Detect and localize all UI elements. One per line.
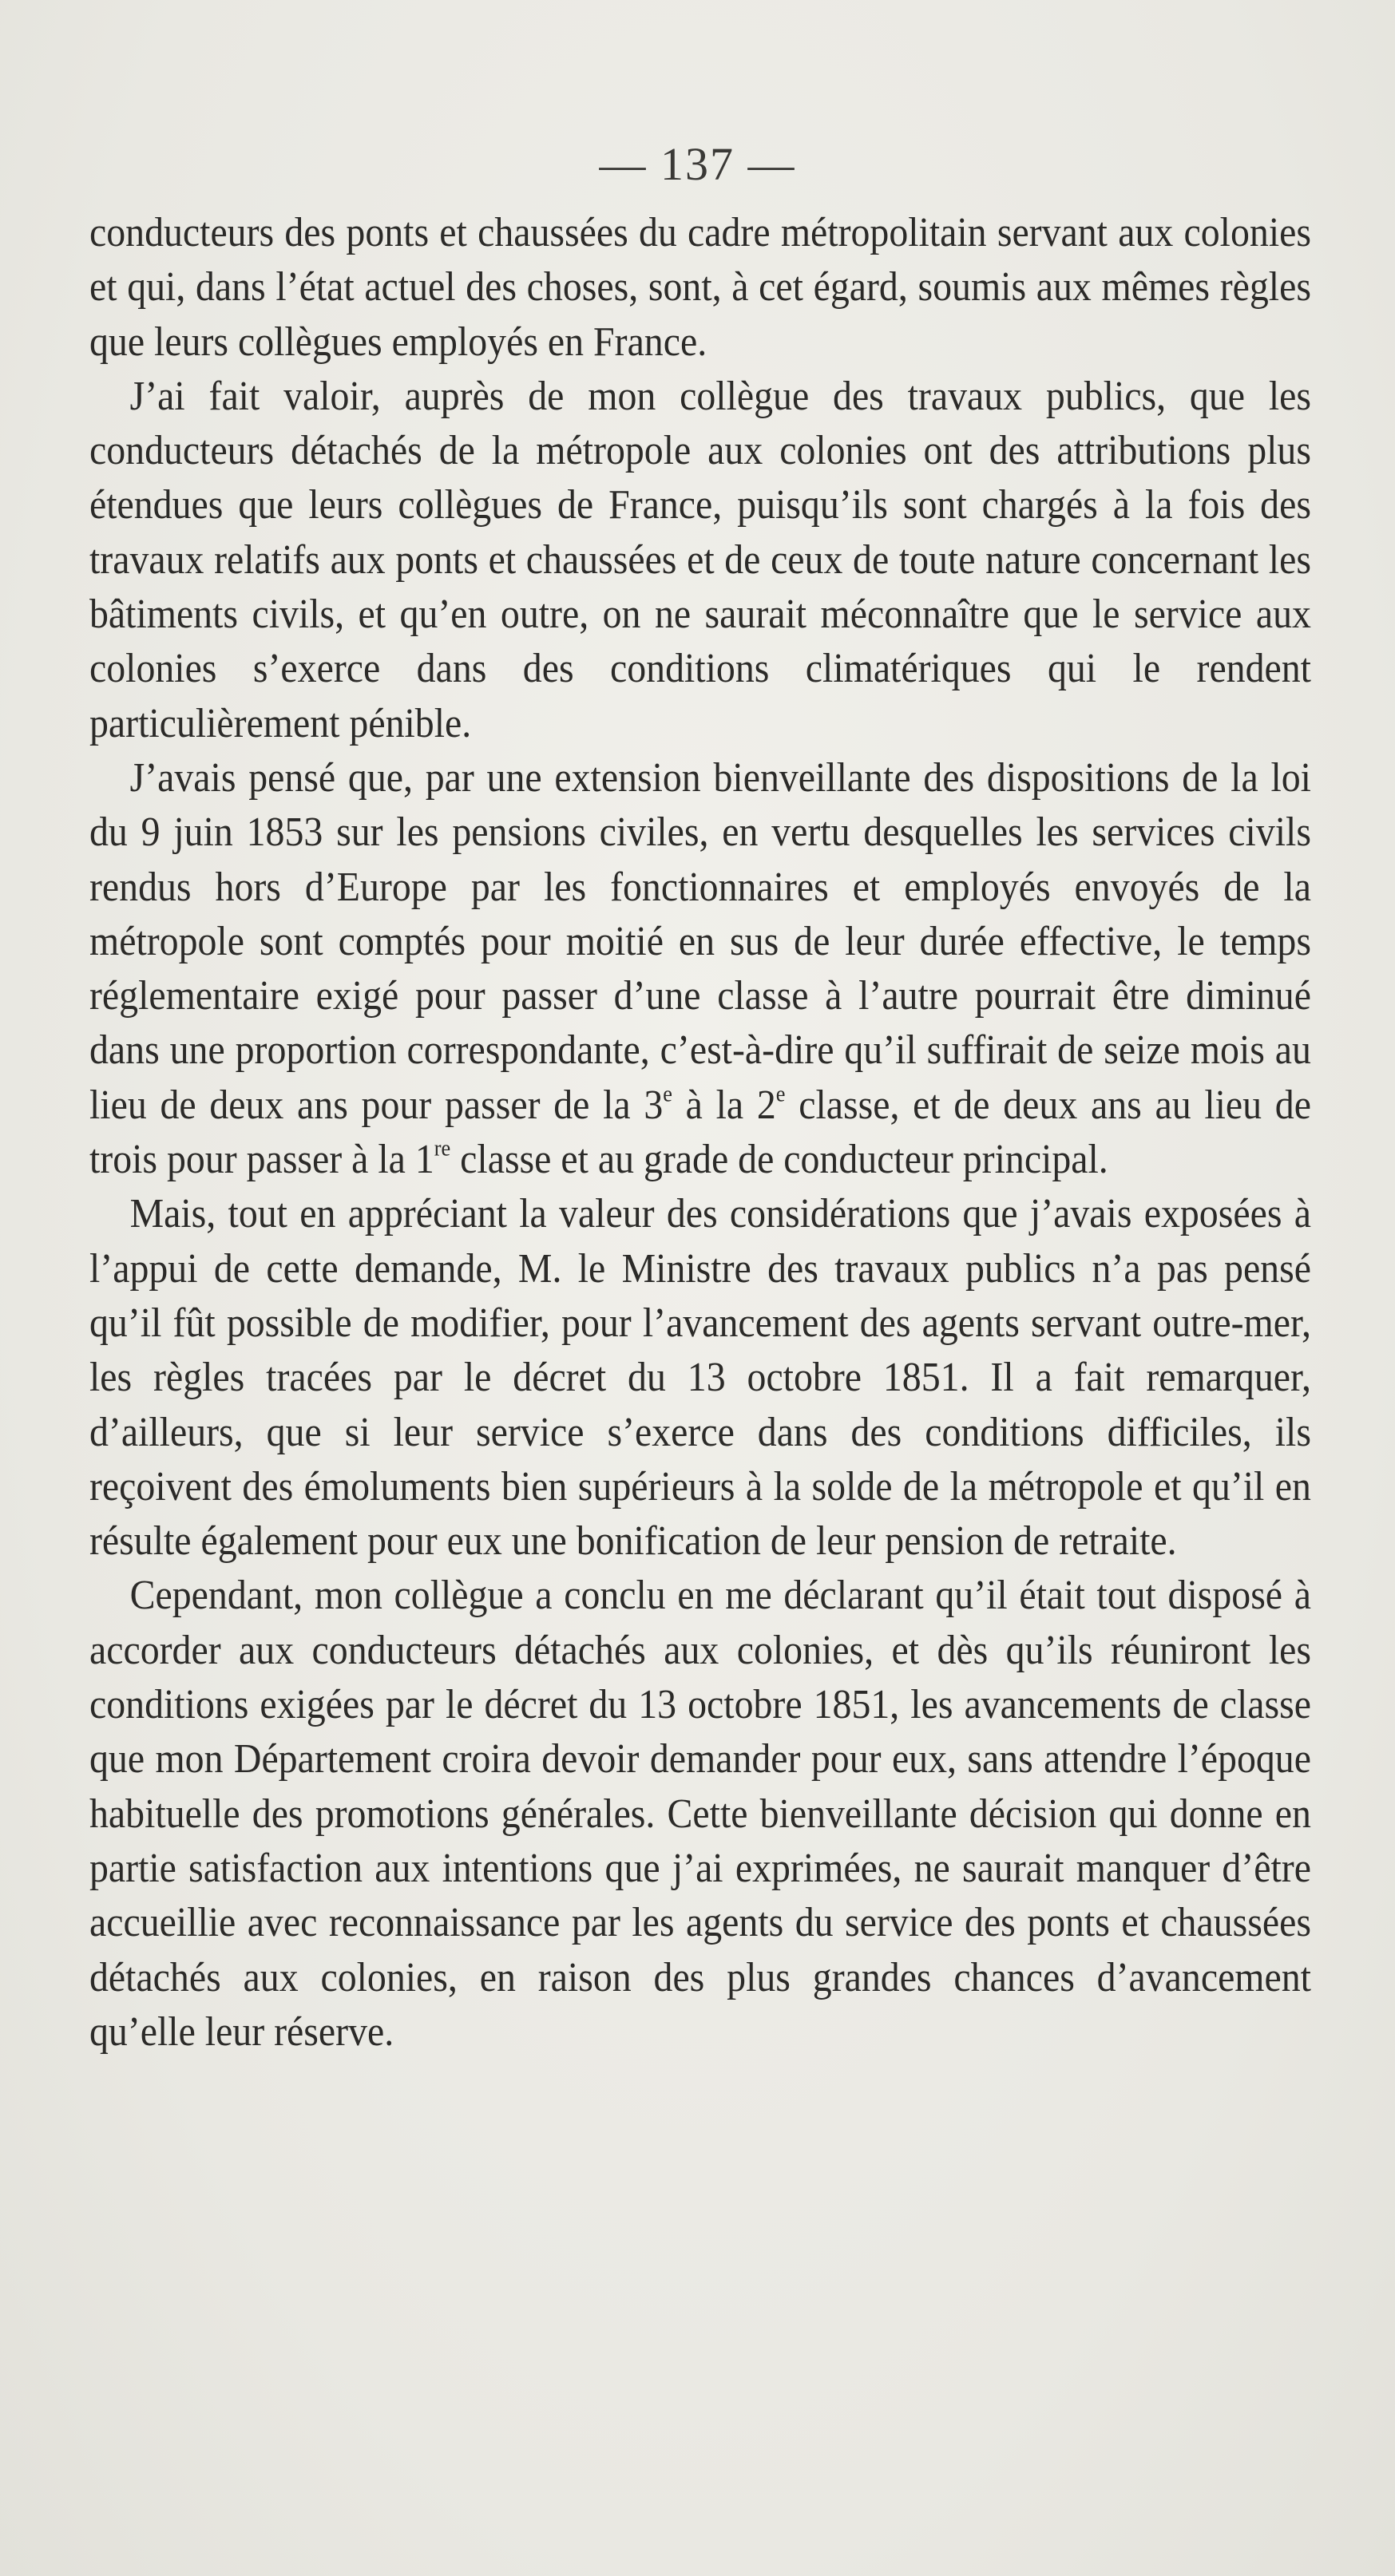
paragraph-5: Cependant, mon collègue a conclu en me déclarant qu’il était tout disposé à accorder aux conducteurs détachés aux colonies, et dès qu’ils réuniront les conditions exigées par le décret du 13 octobre 1851, les avancements de classe que mon Département croira devoir demander pour eux, sans attendre l’époque habituelle des promotions générales. Cette bienveillante décision qui donne en partie satisfaction aux intentions que j’ai exprimées, ne saurait manquer d’être accueillie avec reconnaissance par les agents du service des ponts et chaussées détachés aux colonies, en raison des plus grandes chances d’avancement qu’elle leur réserve.	[89, 1573, 1311, 2055]
paragraph-2: J’ai fait valoir, auprès de mon collègue des travaux publics, que les conducteurs détachés de la métropole aux colonies ont des attributions plus étendues que leurs collègues de France, puisqu’ils sont chargés à la fois des travaux relatifs aux ponts et chaussées et de ceux de toute nature concernant les bâtiments civils, et qu’en outre, on ne saurait méconnaître que le service aux colonies s’exerce dans des conditions climatériques qui le rendent particulièrement pénible.	[89, 373, 1311, 746]
ordinal-suffix: e	[663, 1082, 672, 1107]
page-number: — 137 —	[599, 138, 796, 190]
paragraph-3-part-b: à la 2	[672, 1082, 776, 1128]
paragraph-3-part-c: classe, et de deux ans au lieu de trois pour passer à la 1	[89, 1082, 1311, 1183]
paragraph-3-part-d: classe et au grade de conducteur principal.	[450, 1137, 1108, 1183]
ordinal-suffix: e	[775, 1082, 786, 1107]
paragraph-1: conducteurs des ponts et chaussées du cadre métropolitain servant aux colonies et qui, dans l’état actuel des choses, sont, à cet égard, soumis aux mêmes règles que leurs collègues employés en France.	[89, 210, 1311, 365]
paragraph-4: Mais, tout en appréciant la valeur des considérations que j’avais exposées à l’appui de cette demande, M. le Ministre des travaux publics n’a pas pensé qu’il fût possible de modifier, pour l’avancement des agents servant outre-mer, les règles tracées par le décret du 13 octobre 1851. Il a fait remarquer, d’ailleurs, que si leur service s’exerce dans des conditions difficiles, ils reçoivent des émoluments bien supérieurs à la solde de la métropole et qu’il en résulte également pour eux une bonification de leur pension de retraite.	[89, 1191, 1311, 1565]
body-text	[89, 206, 1311, 2060]
paragraph-3	[89, 751, 1311, 1187]
paragraph-3-part-a: J’avais pensé que, par une extension bienveillante des dispositions de la loi du 9 juin 1853 sur les pensions civiles, en vertu desquelles les services civils rendus hors d’Europe par les fonctionnaires et employés envoyés de la métropole sont comptés pour moitié en sus de leur durée effective, le temps réglementaire exigé pour passer d’une classe à l’autre pourrait être diminué dans une proportion correspondante, c’est-à-dire qu’il suffirait de seize mois au lieu de deux ans pour passer de la 3	[89, 754, 1311, 1128]
ordinal-suffix: re	[434, 1136, 451, 1161]
